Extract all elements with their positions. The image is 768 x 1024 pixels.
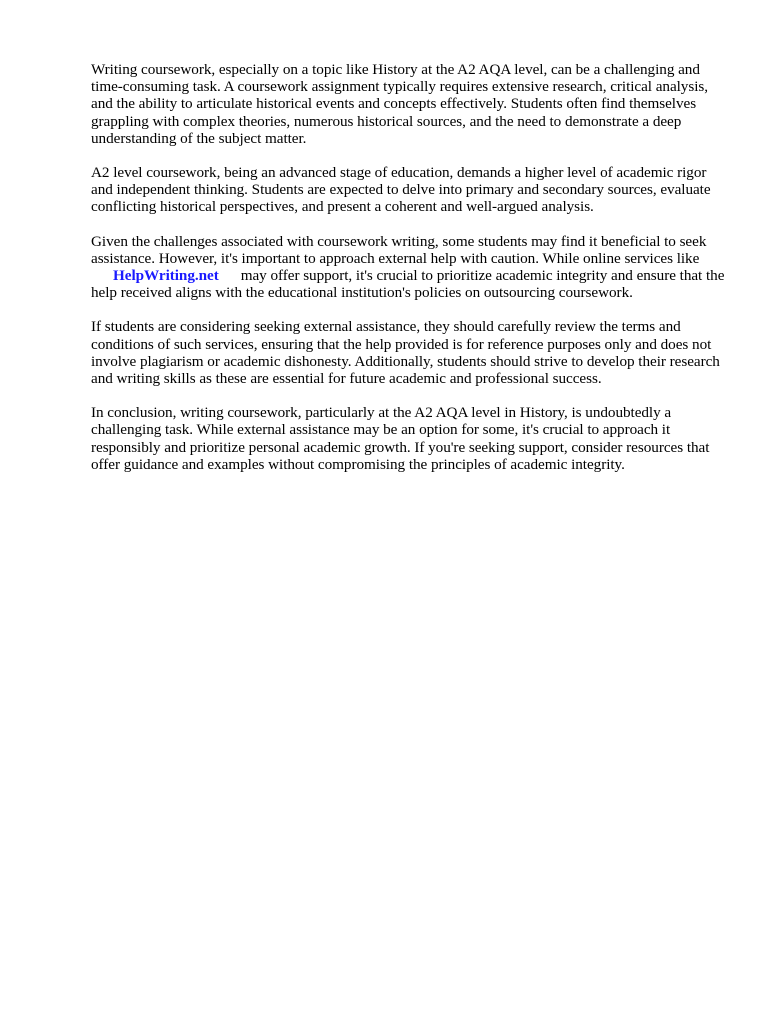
paragraph-external-review: If students are considering seeking external assistance, they should carefully review the terms and conditions of such services, ensuring that the help provided is for reference purposes only and does not involve plagiarism or academic dishonesty. Additionally, students should strive to develop their research and writing skills as these are essential for future academic and professional success. (91, 318, 720, 388)
paragraph-intro: Writing coursework, especially on a topic like History at the A2 AQA level, can be a challenging and time-consuming task. A coursework assignment typically requires extensive research, critical analysis, and the ability to articulate historical events and concepts effectively. Students often find themselves grappling with complex theories, numerous historical sources, and the need to demonstrate a deep understanding of the subject matter. (91, 61, 708, 147)
document-body (91, 61, 731, 490)
paragraph-assistance-after-link: may offer support, it's crucial to prioritize academic integrity and ensure that the help received aligns with the educational institution's policies on outsourcing coursework. (91, 267, 725, 302)
helpwriting-link[interactable]: HelpWriting.net (113, 267, 219, 285)
paragraph-conclusion: In conclusion, writing coursework, particularly at the A2 AQA level in History, is undoubtedly a challenging task. While external assistance may be an option for some, it's crucial to approach it responsibly and prioritize personal academic growth. If you're seeking support, consider resources that offer guidance and examples without compromising the principles of academic integrity. (91, 404, 710, 473)
paragraph-assistance (91, 233, 731, 302)
paragraph-a2-level: A2 level coursework, being an advanced stage of education, demands a higher level of academic rigor and independent thinking. Students are expected to delve into primary and secondary sources, evaluate conflicting historical perspectives, and present a coherent and well-argued analysis. (91, 164, 711, 216)
paragraph-assistance-before-link: Given the challenges associated with coursework writing, some students may find it beneficial to seek assistance. However, it's important to approach external help with caution. While online services like (91, 232, 707, 267)
